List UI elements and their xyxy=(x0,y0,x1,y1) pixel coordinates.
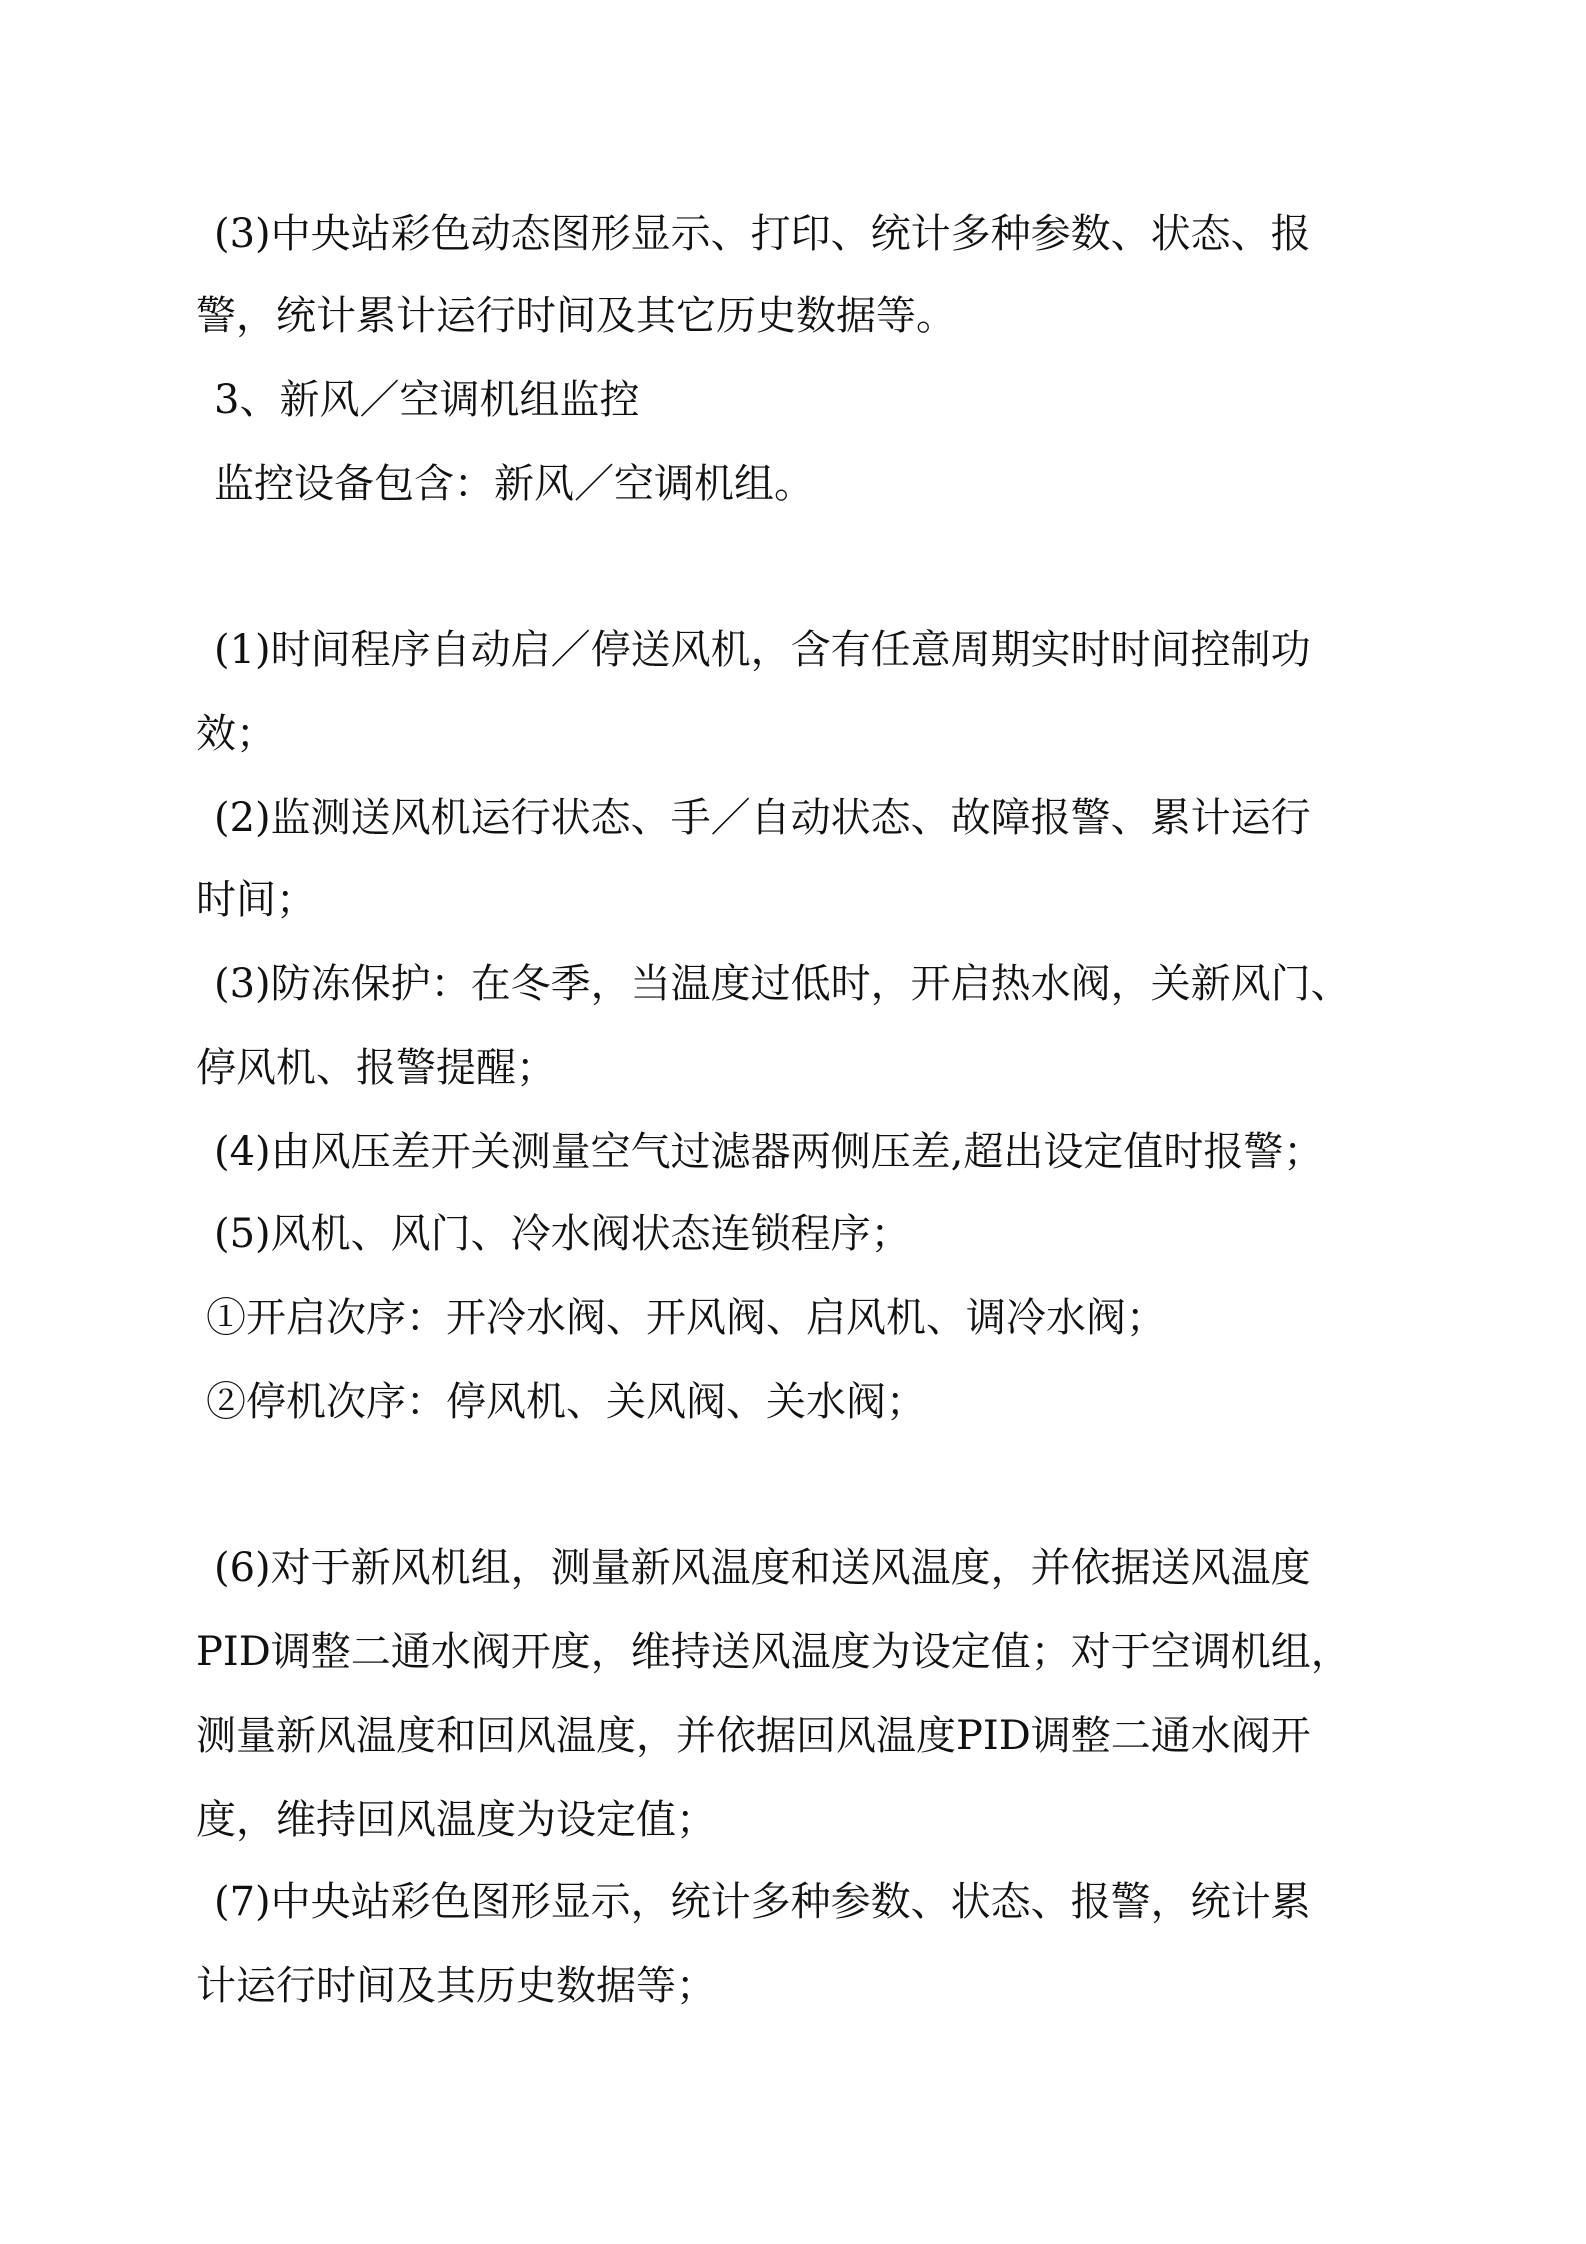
list-item-line: (3)防冻保护：在冬季，当温度过低时，开启热水阀，关新风门、 xyxy=(214,961,1351,1007)
list-item-line: 时间； xyxy=(196,877,316,923)
paragraph-line: 监控设备包含：新风／空调机组。 xyxy=(214,461,814,507)
list-item-line: (5)风机、风门、冷水阀状态连锁程序； xyxy=(214,1211,911,1257)
sub-item-line: ①开启次序：开冷水阀、开风阀、启风机、调冷水阀； xyxy=(206,1295,1166,1341)
list-item-line: 停风机、报警提醒； xyxy=(196,1045,556,1091)
list-item-line: (6)对于新风机组，测量新风温度和送风温度，并依据送风温度 xyxy=(214,1545,1311,1591)
list-item-line: (1)时间程序自动启／停送风机，含有任意周期实时时间控制功 xyxy=(214,627,1311,673)
list-item-line: 度，维持回风温度为设定值； xyxy=(196,1797,716,1843)
sub-item-line: ②停机次序：停风机、关风阀、关水阀； xyxy=(206,1379,926,1425)
list-item-line: (4)由风压差开关测量空气过滤器两侧压差,超出设定值时报警； xyxy=(214,1129,1324,1175)
paragraph-line: 警，统计累计运行时间及其它历史数据等。 xyxy=(196,293,956,339)
list-item-line: 效； xyxy=(196,711,276,757)
list-item-line: 测量新风温度和回风温度，并依据回风温度PID调整二通水阀开 xyxy=(196,1713,1311,1759)
list-item-line: (7)中央站彩色图形显示，统计多种参数、状态、报警，统计累 xyxy=(214,1879,1311,1925)
section-heading: 3、新风／空调机组监控 xyxy=(214,377,640,423)
list-item-line: (2)监测送风机运行状态、手／自动状态、故障报警、累计运行 xyxy=(214,795,1311,841)
paragraph-line: (3)中央站彩色动态图形显示、打印、统计多种参数、状态、报 xyxy=(214,211,1311,257)
list-item-line: 计运行时间及其历史数据等； xyxy=(196,1963,716,2009)
list-item-line: PID调整二通水阀开度，维持送风温度为设定值；对于空调机组， xyxy=(196,1629,1351,1675)
